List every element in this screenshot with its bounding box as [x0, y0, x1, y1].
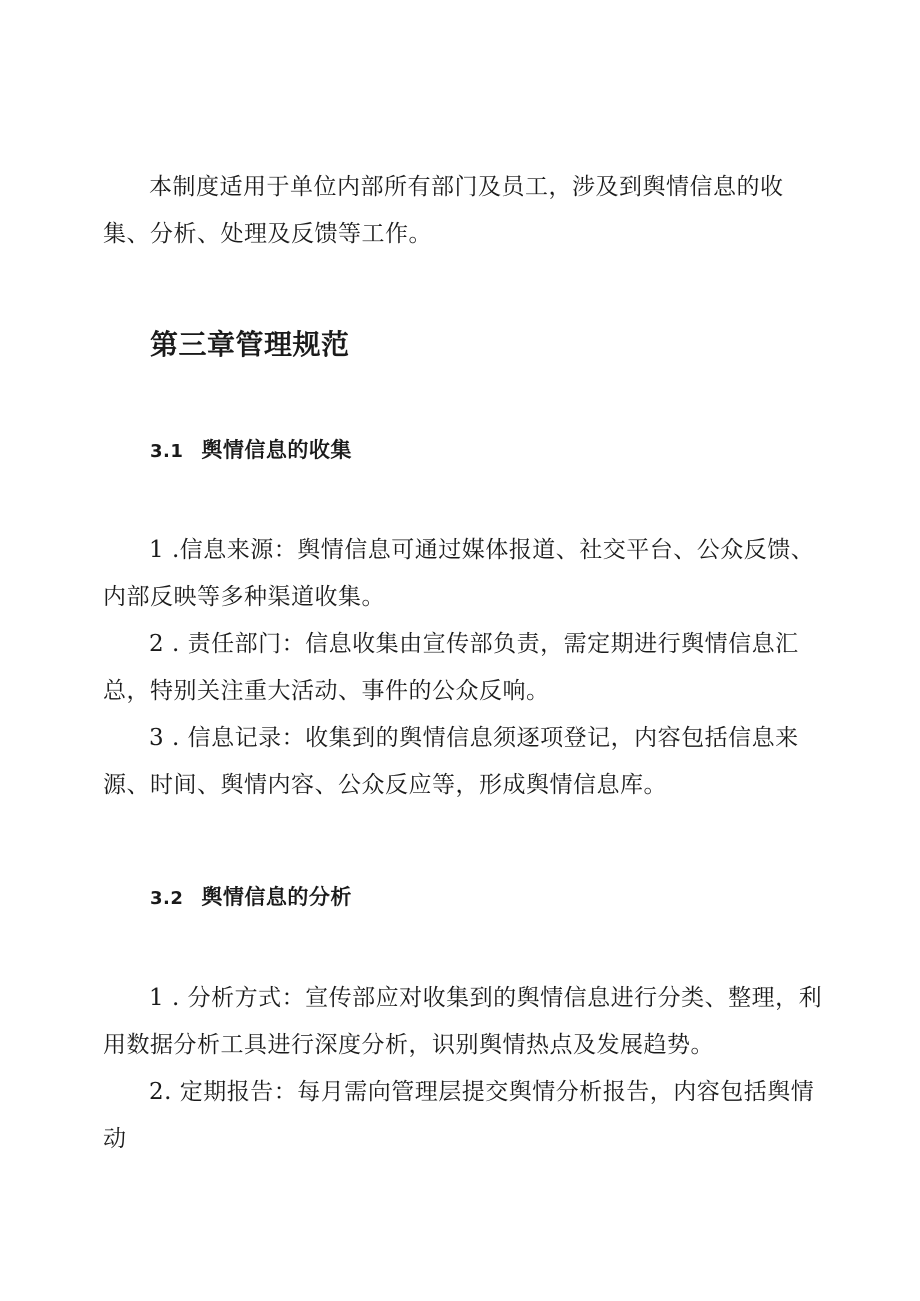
section-title: 舆情信息的收集 [201, 437, 352, 462]
intro-paragraph: 本制度适用于单位内部所有部门及员工，涉及到舆情信息的收集、分析、处理及反馈等工作。 [103, 174, 784, 247]
chapter-title: 第三章管理规范 [150, 328, 350, 361]
section-heading-3-1 [150, 434, 352, 464]
section-number: 3.2 [150, 888, 184, 909]
list-item: 2. 定期报告：每月需向管理层提交舆情分析报告，内容包括舆情动 [103, 1079, 815, 1152]
list-item: 3 . 信息记录：收集到的舆情信息须逐项登记，内容包括信息来源、时间、舆情内容、公众反应等，形成舆情信息库。 [103, 725, 799, 798]
section-heading-3-2 [150, 881, 352, 911]
list-item: 1 .信息来源：舆情信息可通过媒体报道、社交平台、公众反馈、内部反映等多种渠道收集。 [103, 537, 815, 610]
section-title: 舆情信息的分析 [201, 884, 352, 909]
section-number: 3.1 [150, 441, 184, 462]
list-item: 2 . 责任部门：信息收集由宣传部负责，需定期进行舆情信息汇总，特别关注重大活动、事件的公众反响。 [103, 631, 799, 704]
list-item: 1 . 分析方式：宣传部应对收集到的舆情信息进行分类、整理，利用数据分析工具进行深度分析，识别舆情热点及发展趋势。 [103, 985, 823, 1058]
